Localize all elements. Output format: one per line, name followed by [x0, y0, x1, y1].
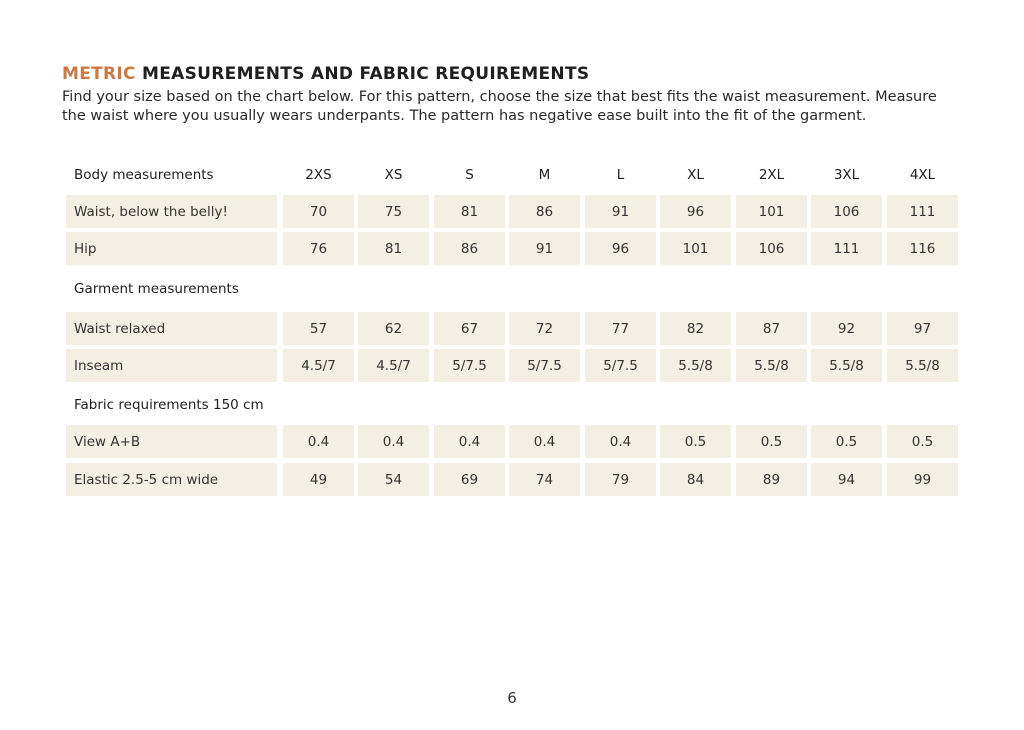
table-cell: 5/7.5 — [434, 349, 505, 382]
row-label: Waist, below the belly! — [66, 195, 277, 228]
row-label: Inseam — [66, 349, 277, 382]
table-cell: 84 — [660, 463, 731, 496]
table-header-row — [66, 158, 959, 191]
table-cell: 5.5/8 — [887, 349, 958, 382]
size-header: 4XL — [909, 166, 936, 183]
table-cell: 106 — [736, 232, 807, 265]
page-title — [62, 64, 589, 84]
table-row — [66, 425, 959, 458]
table-cell: 4.5/7 — [283, 349, 354, 382]
table-cell: 86 — [434, 232, 505, 265]
table-cell: 0.5 — [887, 425, 958, 458]
table-cell: 77 — [585, 312, 656, 345]
table-cell: 82 — [660, 312, 731, 345]
section-heading-row — [66, 388, 959, 421]
size-header: XL — [687, 166, 704, 183]
page-number: 6 — [507, 689, 517, 707]
size-header: 2XS — [305, 166, 332, 183]
table-cell: 91 — [585, 195, 656, 228]
table-cell: 96 — [660, 195, 731, 228]
section-label: Fabric requirements 150 cm — [74, 396, 264, 413]
title-rest: MEASUREMENTS AND FABRIC REQUIREMENTS — [135, 64, 590, 84]
table-row — [66, 349, 959, 382]
table-cell: 67 — [434, 312, 505, 345]
table-cell: 87 — [736, 312, 807, 345]
table-cell: 62 — [358, 312, 429, 345]
table-cell: 0.5 — [811, 425, 882, 458]
table-cell: 99 — [887, 463, 958, 496]
table-cell: 91 — [509, 232, 580, 265]
table-cell: 81 — [434, 195, 505, 228]
table-cell: 89 — [736, 463, 807, 496]
table-cell: 57 — [283, 312, 354, 345]
table-cell: 5/7.5 — [509, 349, 580, 382]
section-label: Garment measurements — [74, 280, 239, 297]
table-cell: 49 — [283, 463, 354, 496]
table-cell: 0.4 — [585, 425, 656, 458]
section-heading-row — [66, 272, 959, 305]
row-label: View A+B — [66, 425, 277, 458]
row-label: Hip — [66, 232, 277, 265]
table-cell: 92 — [811, 312, 882, 345]
table-cell: 0.4 — [283, 425, 354, 458]
size-header: L — [616, 166, 625, 183]
table-cell: 0.4 — [509, 425, 580, 458]
table-cell: 101 — [736, 195, 807, 228]
table-cell: 5.5/8 — [811, 349, 882, 382]
row-label: Elastic 2.5-5 cm wide — [66, 463, 277, 496]
table-cell: 0.4 — [358, 425, 429, 458]
table-cell: 81 — [358, 232, 429, 265]
table-cell: 101 — [660, 232, 731, 265]
table-cell: 96 — [585, 232, 656, 265]
table-row — [66, 232, 959, 265]
section-label: Body measurements — [74, 166, 214, 183]
table-cell: 5.5/8 — [660, 349, 731, 382]
table-cell: 79 — [585, 463, 656, 496]
table-row — [66, 463, 959, 496]
table-cell: 86 — [509, 195, 580, 228]
table-cell: 111 — [811, 232, 882, 265]
table-cell: 74 — [509, 463, 580, 496]
title-accent: METRIC — [62, 64, 136, 84]
size-header: M — [538, 166, 551, 183]
table-cell: 69 — [434, 463, 505, 496]
intro-paragraph: Find your size based on the chart below. For this pattern, choose the size that best fits the waist measurement. Measure the waist where you usually wears underpants. The pattern has negative ease built into the fit of the garment. — [62, 89, 937, 124]
table-cell: 72 — [509, 312, 580, 345]
table-cell: 111 — [887, 195, 958, 228]
table-cell: 76 — [283, 232, 354, 265]
table-row — [66, 312, 959, 345]
row-label: Waist relaxed — [66, 312, 277, 345]
table-cell: 4.5/7 — [358, 349, 429, 382]
table-cell: 70 — [283, 195, 354, 228]
size-header: S — [465, 166, 474, 183]
table-cell: 54 — [358, 463, 429, 496]
table-cell: 0.5 — [736, 425, 807, 458]
table-cell: 97 — [887, 312, 958, 345]
size-header: 2XL — [758, 166, 785, 183]
table-cell: 94 — [811, 463, 882, 496]
table-cell: 5.5/8 — [736, 349, 807, 382]
table-cell: 116 — [887, 232, 958, 265]
table-cell: 5/7.5 — [585, 349, 656, 382]
table-cell: 0.5 — [660, 425, 731, 458]
size-header: XS — [384, 166, 403, 183]
table-row — [66, 195, 959, 228]
table-cell: 75 — [358, 195, 429, 228]
table-cell: 106 — [811, 195, 882, 228]
size-header: 3XL — [833, 166, 860, 183]
table-cell: 0.4 — [434, 425, 505, 458]
